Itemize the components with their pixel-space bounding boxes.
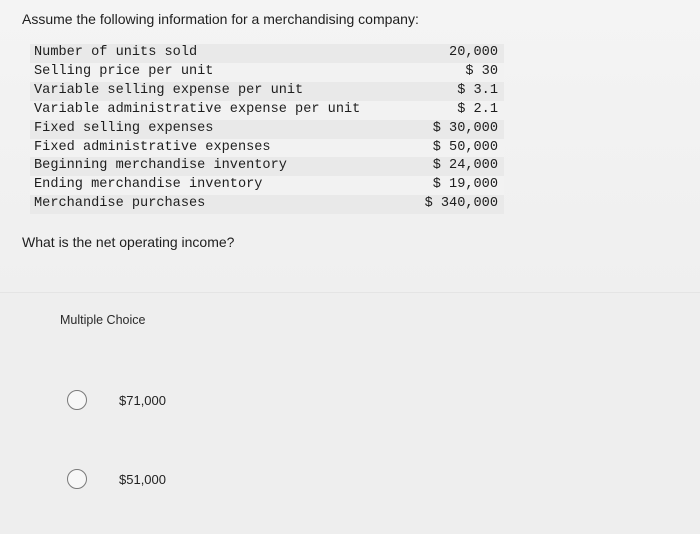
row-value: $ 19,000 <box>409 176 504 195</box>
multiple-choice-panel <box>0 292 700 534</box>
row-label: Variable administrative expense per unit <box>30 101 409 120</box>
row-label: Number of units sold <box>30 44 409 63</box>
table-row <box>30 157 504 176</box>
row-label: Fixed selling expenses <box>30 120 409 139</box>
answer-option-label[interactable]: $51,000 <box>119 471 166 487</box>
table-row <box>30 176 504 195</box>
table-row <box>30 82 504 101</box>
answer-option-label[interactable]: $71,000 <box>119 392 166 408</box>
table-row <box>30 44 504 63</box>
row-label: Selling price per unit <box>30 63 409 82</box>
table-row <box>30 101 504 120</box>
row-value: $ 3.1 <box>409 82 504 101</box>
row-value: $ 30 <box>409 63 504 82</box>
row-value: $ 30,000 <box>409 120 504 139</box>
row-value: $ 50,000 <box>409 139 504 158</box>
row-value: $ 24,000 <box>409 157 504 176</box>
row-label: Ending merchandise inventory <box>30 176 409 195</box>
row-value: $ 340,000 <box>409 195 504 214</box>
radio-button-icon[interactable] <box>67 469 87 489</box>
table-row <box>30 120 504 139</box>
table-row <box>30 63 504 82</box>
table-row <box>30 139 504 158</box>
data-table <box>30 44 504 214</box>
answer-option[interactable] <box>67 467 166 491</box>
question-prompt: What is the net operating income? <box>22 234 235 250</box>
row-label: Merchandise purchases <box>30 195 409 214</box>
question-intro: Assume the following information for a merchandising company: <box>22 11 419 27</box>
row-value: $ 2.1 <box>409 101 504 120</box>
answer-option[interactable] <box>67 388 166 412</box>
row-label: Beginning merchandise inventory <box>30 157 409 176</box>
row-label: Variable selling expense per unit <box>30 82 409 101</box>
row-value: 20,000 <box>409 44 504 63</box>
table-row <box>30 195 504 214</box>
radio-button-icon[interactable] <box>67 390 87 410</box>
multiple-choice-label: Multiple Choice <box>60 313 146 327</box>
row-label: Fixed administrative expenses <box>30 139 409 158</box>
